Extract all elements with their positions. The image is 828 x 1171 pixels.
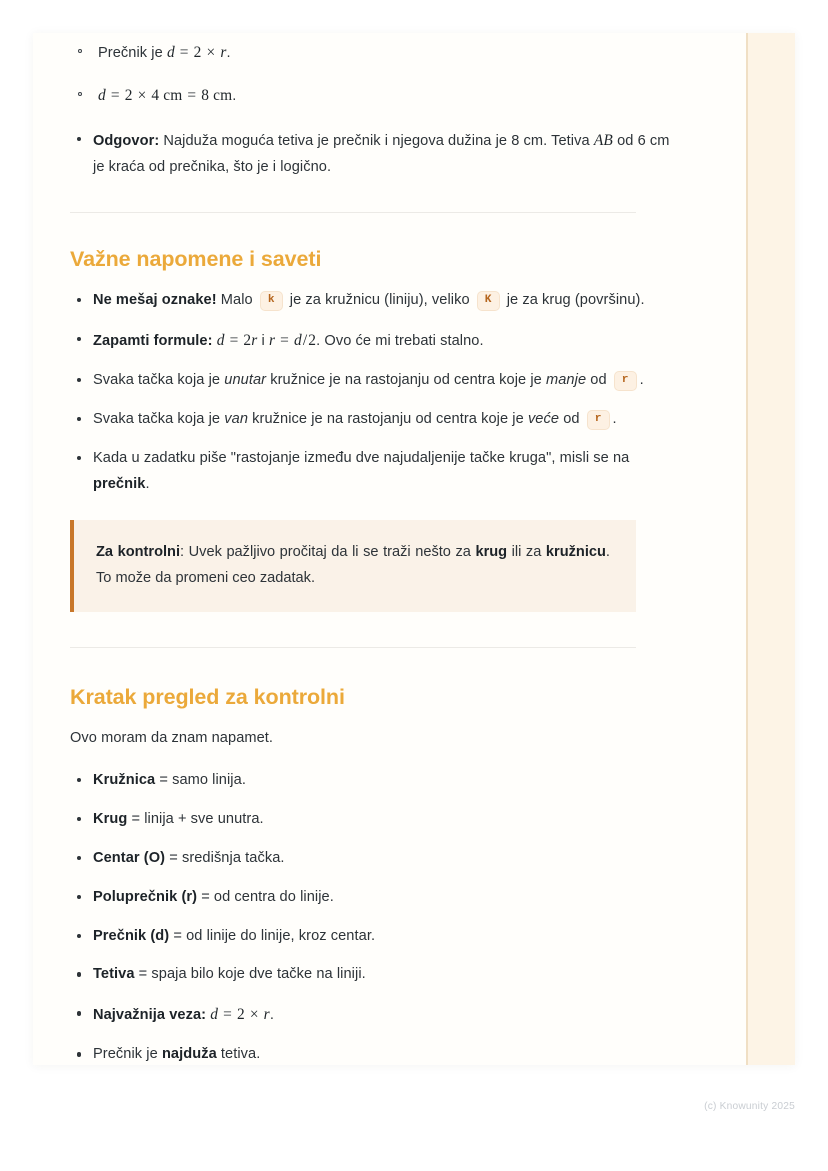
inline-math: d = 2 × r (166, 44, 227, 61)
review-item-krug (70, 807, 673, 833)
heading-vazne-napomene: Važne napomene i saveti (70, 246, 322, 271)
callout-za-kontrolni (70, 520, 636, 612)
note-item-unutar-kruznice (70, 368, 673, 394)
note-bold-lead: Ne mešaj oznake! (93, 291, 217, 308)
code-chip-r: r (614, 371, 637, 391)
document-page (33, 33, 795, 1065)
note-part: Malo (216, 291, 257, 308)
inline-math-ab: AB (593, 131, 613, 149)
notes-list (70, 288, 673, 498)
note-item-zapamti-formule (70, 327, 673, 355)
note-tail: . Ovo će mi trebati stalno. (316, 332, 484, 349)
review-item-centar (70, 846, 673, 872)
inline-math: d = 2 × 4 cm = 8 cm (98, 86, 233, 104)
review-definition: = od centra do linije. (197, 888, 334, 905)
review-term: Krug (93, 810, 128, 827)
review-term: Kružnica (93, 771, 156, 788)
section-divider (70, 212, 636, 213)
inline-math-d2r: d = 2r (216, 331, 258, 349)
callout-bold-kruznicu: kružnicu (545, 543, 606, 560)
inline-math-d2xr: d = 2 × r (210, 1006, 270, 1024)
review-term: Poluprečnik (r) (93, 888, 198, 905)
note-part: Svaka tačka koja je (93, 410, 225, 427)
review-definition: = od linije do linije, kroz centar. (169, 927, 376, 944)
note-part: Kada u zadatku piše "rastojanje između dve najudaljenije tačke kruga", misli se na (93, 449, 630, 466)
note-italic: manje (546, 371, 587, 388)
note-part: . (145, 475, 150, 492)
callout-bold-lead: Za kontrolni (96, 543, 181, 560)
note-bold-lead: Zapamti formule: (93, 332, 213, 349)
callout-part: ili za (507, 543, 546, 560)
review-definition: = linija + sve unutra. (127, 810, 264, 827)
review-intro: Ovo moram da znam napamet. (70, 729, 274, 746)
section-divider (70, 647, 636, 648)
review-term: Tetiva (93, 966, 135, 983)
review-item-kruznica (70, 768, 673, 794)
code-chip-lowercase-k: k (260, 291, 283, 311)
review-item-tetiva (70, 962, 673, 988)
note-part: Svaka tačka koja je (93, 371, 225, 388)
heading-kratak-pregled: Kratak pregled za kontrolni (70, 684, 345, 709)
note-italic: veće (527, 410, 560, 427)
note-item-ne-mesaj-oznake (70, 288, 673, 314)
review-term: Centar (O) (93, 849, 166, 866)
review-definition: = spaja bilo koje dve tačke na liniji. (134, 966, 366, 983)
sub-item-trail: . (232, 87, 237, 104)
note-italic: van (224, 410, 249, 427)
callout-part: : Uvek pažljivo pročitaj da li se traži nešto za (180, 543, 476, 560)
sub-list-item (70, 82, 673, 110)
code-chip-uppercase-k: K (477, 291, 500, 311)
review-definition: tetiva. (216, 1046, 261, 1063)
sub-item-trail: . (226, 45, 231, 61)
note-part: od (586, 371, 611, 388)
document-content (70, 33, 673, 1065)
answer-text-before: Najduža moguća tetiva je prečnik i njegova dužina je 8 cm. Tetiva (159, 132, 594, 149)
note-part: kružnice je na rastojanju od centra koje je (266, 371, 547, 388)
sub-item-lead: Prečnik je (98, 45, 167, 61)
answer-label: Odgovor: (93, 132, 160, 149)
note-part: je za kružnicu (liniju), veliko (285, 291, 474, 308)
review-term: Prečnik (d) (93, 927, 170, 944)
review-item-najvaznija-veza (70, 1001, 673, 1029)
review-term: Najvažnija veza: (93, 1007, 207, 1024)
review-item-precnik-najduza (70, 1042, 673, 1065)
code-chip-r: r (587, 410, 610, 430)
note-part: . (639, 371, 644, 388)
callout-part: . To može da promeni ceo zadatak. (96, 543, 610, 587)
note-part: je za krug (površinu). (502, 291, 645, 308)
review-list (70, 768, 673, 1065)
review-prefix: Prečnik je (93, 1046, 162, 1063)
note-bold: prečnik (93, 475, 146, 492)
note-item-najudaljenije-tacke (70, 446, 673, 498)
sub-list-item (70, 39, 673, 67)
page-margin-strip (746, 33, 795, 1065)
review-item-precnik (70, 924, 673, 950)
review-item-poluprecnik (70, 885, 673, 911)
answer-item (70, 127, 673, 181)
note-part: kružnice je na rastojanju od centra koje je (248, 410, 528, 427)
note-joiner: i (257, 332, 269, 349)
note-part: . (612, 410, 617, 427)
note-part: od (559, 410, 584, 427)
note-item-van-kruznice (70, 407, 673, 433)
answer-list (70, 127, 673, 181)
answer-text-after: od 6 cm je kraća od prečnika, što je i logično. (93, 132, 670, 175)
review-term: najduža (161, 1046, 217, 1063)
page-footer: (c) Knowunity 2025 (704, 1101, 795, 1112)
inline-math-rd2: r = d/2 (269, 331, 317, 349)
note-italic: unutar (224, 371, 267, 388)
review-definition: . (269, 1007, 274, 1024)
callout-bold-krug: krug (475, 543, 508, 560)
review-definition: = središnja tačka. (165, 849, 285, 866)
answer-sub-list (70, 39, 673, 110)
review-definition: = samo linija. (155, 771, 246, 788)
